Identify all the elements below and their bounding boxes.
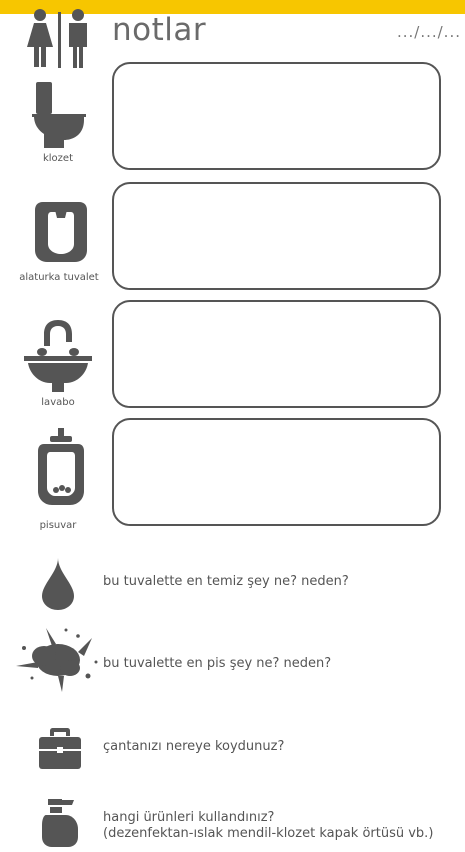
- restroom-icon: [24, 6, 94, 70]
- page-title: notlar: [112, 12, 207, 48]
- urinal-icon: [36, 428, 86, 508]
- section-label: pisuvar: [39, 520, 77, 531]
- briefcase-icon: [37, 724, 83, 772]
- toilet-icon: [28, 80, 88, 150]
- water-drop-icon: [40, 556, 76, 612]
- question-bag: çantanızı nereye koydunuz?: [103, 739, 285, 754]
- question-products: [103, 810, 433, 842]
- sink-icon: [22, 316, 94, 392]
- date-field: .../.../...: [396, 23, 461, 41]
- note-box-alaturka[interactable]: [112, 182, 441, 290]
- squat-toilet-icon: [33, 200, 89, 264]
- section-label: klozet: [42, 153, 73, 164]
- splatter-icon: [8, 618, 104, 698]
- note-box-klozet[interactable]: [112, 62, 441, 170]
- question-products-line2: (dezenfektan-ıslak mendil-klozet kapak örtüsü vb.): [103, 826, 434, 841]
- note-box-lavabo[interactable]: [112, 300, 441, 408]
- question-dirtiest: bu tuvalette en pis şey ne? neden?: [103, 656, 332, 671]
- note-box-pisuvar[interactable]: [112, 418, 441, 526]
- spray-bottle-icon: [38, 797, 82, 849]
- section-label: alaturka tuvalet: [19, 272, 99, 283]
- section-label: lavabo: [41, 397, 75, 408]
- question-products-line1: hangi ürünleri kullandınız?: [103, 810, 275, 825]
- question-cleanest: bu tuvalette en temiz şey ne? neden?: [103, 574, 349, 589]
